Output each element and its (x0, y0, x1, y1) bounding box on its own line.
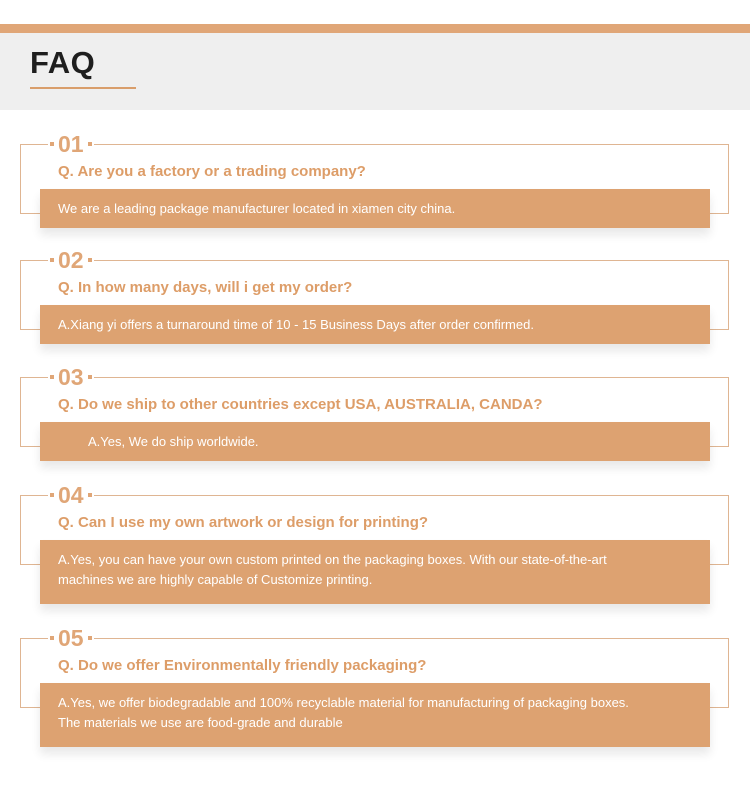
faq-number-badge (48, 247, 94, 273)
page-title: FAQ (30, 45, 96, 80)
faq-answer: A.Xiang yi offers a turnaround time of 10 - 15 Business Days after order confirmed. (58, 317, 534, 332)
top-accent-bar (0, 24, 750, 33)
title-underline (30, 87, 136, 89)
faq-number: 01 (58, 131, 84, 157)
faq-number-badge (48, 482, 94, 508)
faq-number: 04 (58, 482, 84, 508)
faq-number: 02 (58, 247, 84, 273)
faq-question: Q. Are you a factory or a trading company? (58, 163, 366, 180)
dot-icon (88, 258, 92, 262)
faq-answer: We are a leading package manufacturer located in xiamen city china. (58, 201, 456, 216)
faq-number-badge (48, 364, 94, 390)
faq-answer: A.Yes, We do ship worldwide. (88, 434, 259, 449)
dot-icon (88, 493, 92, 497)
faq-answer-box (40, 422, 710, 461)
dot-icon (88, 636, 92, 640)
faq-answer-box (40, 683, 710, 747)
header-band (0, 33, 750, 110)
faq-number-badge (48, 131, 94, 157)
faq-question: Q. Do we offer Environmentally friendly packaging? (58, 657, 427, 674)
faq-answer-box (40, 540, 710, 604)
dot-icon (88, 142, 92, 146)
faq-number: 03 (58, 364, 84, 390)
faq-answer: A.Yes, you can have your own custom printed on the packaging boxes. With our state-of-the-art machines we are highly capable of Customize printing. (58, 552, 607, 587)
faq-question: Q. Can I use my own artwork or design for printing? (58, 514, 429, 531)
faq-answer-box (40, 305, 710, 344)
dot-icon (88, 375, 92, 379)
faq-answer-box (40, 189, 710, 228)
faq-answer: A.Yes, we offer biodegradable and 100% recyclable material for manufacturing of packaging boxes. The materials we use are food-grade and durable (58, 695, 629, 730)
faq-question: Q. In how many days, will i get my order? (58, 279, 353, 296)
faq-number-badge (48, 625, 94, 651)
faq-number: 05 (58, 625, 84, 651)
faq-question: Q. Do we ship to other countries except USA, AUSTRALIA, CANDA? (58, 396, 543, 413)
